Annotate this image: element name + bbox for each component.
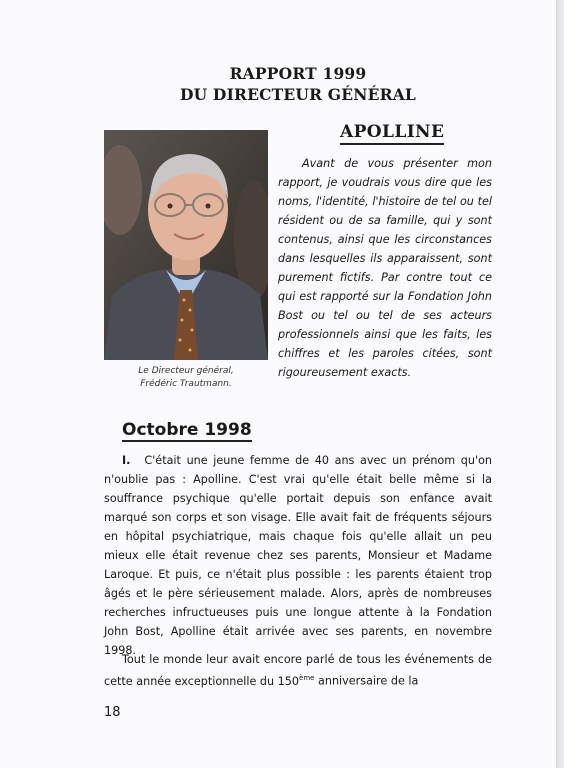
intro-heading: APOLLINE — [340, 122, 444, 145]
report-title-line2: DU DIRECTEUR GÉNÉRAL — [179, 85, 417, 104]
page-number: 18 — [104, 705, 121, 720]
report-title-line1: RAPPORT 1999 — [229, 64, 367, 83]
page-edge — [556, 0, 564, 768]
portrait-photo-icon — [104, 130, 268, 360]
superscript-eme: ème — [299, 674, 315, 682]
report-title — [150, 63, 446, 105]
intro-text — [278, 154, 492, 382]
section-paragraph-2 — [104, 650, 492, 691]
section-paragraph-1-text: C'était une jeune femme de 40 ans avec un prénom qu'on n'oublie pas : Apolline. C'est vrai qu'elle était belle même si la souffrance psychique qu'elle portait depuis son enfance avait marqué son corps et son visage. Elle avait fait de fréquents séjours en hôpital psychiatrique, mais chaque fois qu'elle allait un peu mieux elle était revenue chez ses parents, Monsieur et Madame Laroque. Et puis, ce n'était plus possible : les parents étaient trop âgés et le père sérieusement malade. Alors, après de nombreuses recherches infructueuses puis une longue attente à la Fondation John Bost, Apolline était arrivée avec ses parents, en novembre 1998. — [104, 454, 492, 657]
portrait-photo — [104, 130, 268, 360]
section-paragraph-2-start: Tout le monde leur avait encore parlé de tous les événements de cette année exceptionnelle du 150 — [104, 653, 492, 688]
section-paragraph-2-end: anniversaire de la — [314, 674, 419, 688]
section-body — [104, 451, 492, 660]
intro-paragraph: Avant de vous présenter mon rapport, je voudrais vous dire que les noms, l'identité, l'histoire de tel ou tel résident ou de sa famille, qui y sont contenus, ainsi que les circonstances dans lesquelles ils apparaissent, sont purement fictifs. Par contre tout ce qui est rapporté sur la Fondation John Bost ou tel ou tel de ses acteurs professionnels ainsi que les faits, les chiffres et les paroles citées, sont rigoureusement exacts. — [278, 157, 492, 379]
section-paragraph-1 — [104, 451, 492, 660]
photo-caption — [104, 365, 268, 391]
photo-caption-line2: Frédéric Trautmann. — [140, 379, 232, 389]
photo-caption-line1: Le Directeur général, — [138, 366, 234, 376]
roman-numeral: I. — [122, 454, 131, 467]
section-heading: Octobre 1998 — [122, 420, 252, 440]
